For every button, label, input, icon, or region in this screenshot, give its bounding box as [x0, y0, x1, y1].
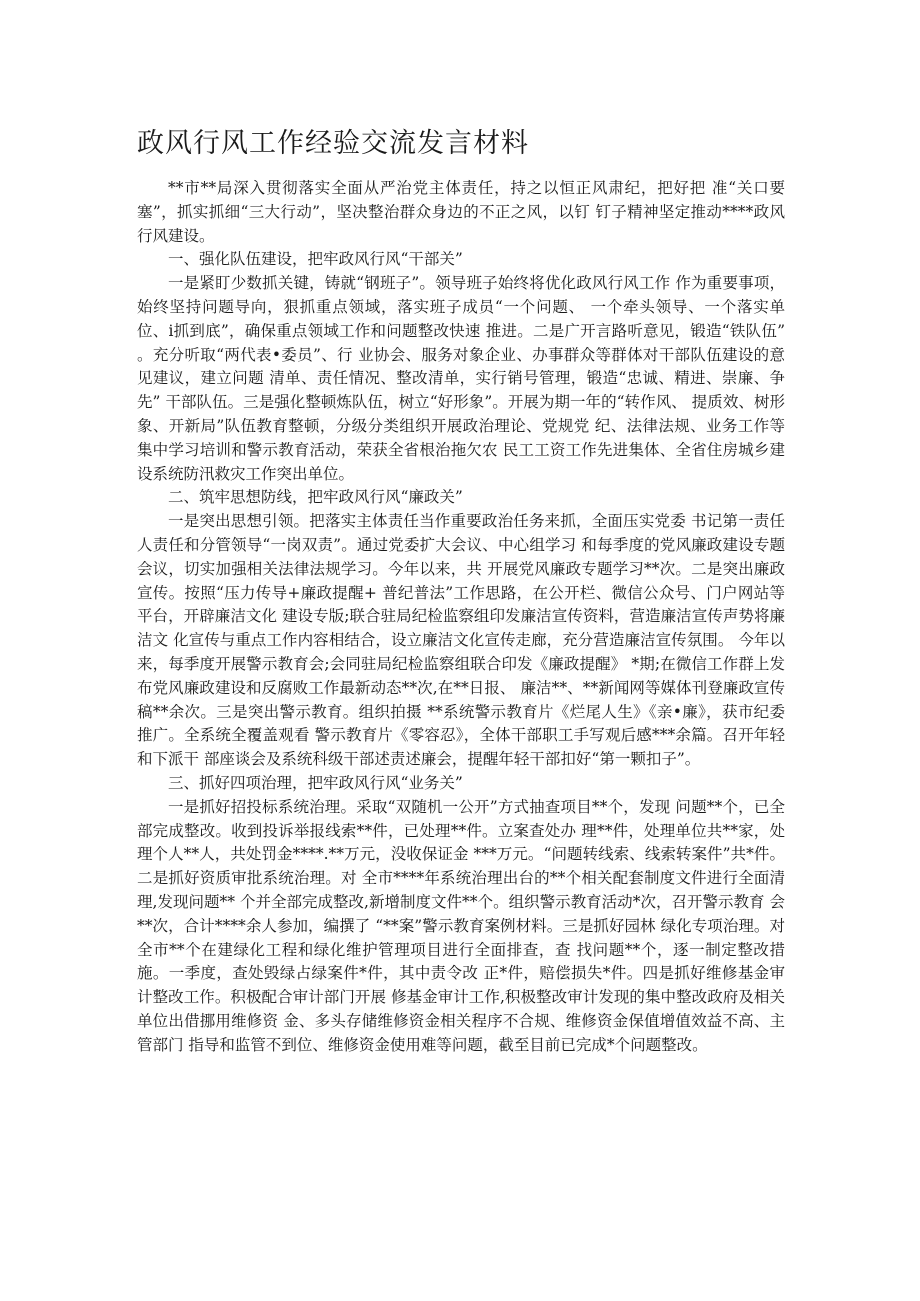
section-paragraph-1: 一是紧盯少数抓关键，铸就“钢班子”。领导班子始终将优化政风行风工作 作为重要事项，始终坚持问题导向，狠抓重点领域，落实班子成员“一个问题、 一个牵头领导、一个落实单位、i抓到底”，确保重点领域工作和问题整改快速 推进。二是广开言路听意见，锻造“铁队伍” 。充分听取“两代表•委员”、行 业协会、服务对象企业、办事群众等群体对干部队伍建设的意见建议，建立问题 清单、责任情况、整改清单，实行销号管理，锻造“忠诚、精进、崇廉、争先” 干部队伍。三是强化整顿炼队伍，树立“好形象”。开展为期一年的“转作风、 提质效、树形象、开新局”队伍教育整顿，分级分类组织开展政治理论、党规党 纪、法律法规、业务工作等集中学习培训和警示教育活动，荣获全省根治拖欠农 民工工资工作先进集体、全省住房城乡建设系统防汛救灾工作突出单位。 — [137, 274, 785, 483]
section-paragraph-2: 一是突出思想引领。把落实主体责任当作重要政治任务来抓，全面压实党委 书记第一责任人责任和分管领导“一岗双责”。通过党委扩大会议、中心组学习 和每季度的党风廉政建设专题会议，切实加强相关法律法规学习。今年以来，共 开展党风廉政专题学习**次。二是突出廉政宣传。按照“压力传导+廉政提醒+ 普纪普法”工作思路，在公开栏、微信公众号、门户网站等平台，开辟廉洁文化 建设专版;联合驻局纪检监察组印发廉洁宣传资料，营造廉洁宣传声势将廉洁文 化宣传与重点工作内容相结合，设立廉洁文化宣传走廊，充分营造廉洁宣传氛围。 今年以来，每季度开展警示教育会;会同驻局纪检监察组联合印发《廉政提醒》 *期;在微信工作群上发布党风廉政建设和反腐败工作最新动态**次,在**日报、 廉洁**、**新闻网等媒体刊登廉政宣传稿**余次。三是突出警示教育。组织拍摄 **系统警示教育片《烂尾人生》《亲•廉》，获市纪委推广。全系统全覆盖观看 警示教育片《零容忍》，全体干部职工手写观后感***余篇。召开年轻和下派干 部座谈会及系统科级干部述责述廉会，提醒年轻干部扣好“第一颗扣子”。 — [137, 512, 785, 769]
section-heading-3: 三、抓好四项治理，把牢政风行风“业务关” — [168, 773, 463, 792]
section-paragraph-3: 一是抓好招投标系统治理。采取“双随机一公开”方式抽查项目**个，发现 问题**个，已全部完成整改。收到投诉举报线索**件，已处理**件。立案查处办 理**件，处理单位共**家，处理个人**人，共处罚金****.**万元，没收保证金 ***万元。“问题转线索、线索转案件”共*件。二是抓好资质审批系统治理。对 全市****年系统治理出台的**个相关配套制度文件进行全面清理,发现问题** 个并全部完成整改,新增制度文件**个。组织警示教育活动*次，召开警示教育 会**次，合计****余人参加，编撰了 “**案”警示教育案例材料。三是抓好园林 绿化专项治理。对全市**个在建绿化工程和绿化维护管理项目进行全面排查，查 找问题**个，逐一制定整改措施。一季度，查处毁绿占绿案件*件，其中责令改 正*件，赔偿损失*件。四是抓好维修基金审计整改工作。积极配合审计部门开展 修基金审计工作,积极整改审计发现的集中整改政府及相关单位出借挪用维修资 金、多头存储维修资金相关程序不合规、维修资金保值增值效益不高、主管部门 指导和监管不到位、维修资金使用难等问题，截至目前已完成*个问题整改。 — [137, 797, 785, 1054]
intro-paragraph: **市**局深入贯彻落实全面从严治党主体责任，持之以恒正风肃纪，把好把 准“关口要塞”，抓实抓细“三大行动”，坚决整治群众身边的不正之风，以钉 钉子精神坚定推动****政风行风建设。 — [137, 179, 785, 245]
section-heading-2: 二、筑牢思想防线，把牢政风行风“廉政关” — [168, 488, 463, 507]
document-title: 政风行风工作经验交流发言材料 — [137, 128, 529, 159]
document-body — [137, 177, 785, 1057]
section-heading-1: 一、强化队伍建设，把牢政风行风“干部关” — [168, 250, 463, 269]
